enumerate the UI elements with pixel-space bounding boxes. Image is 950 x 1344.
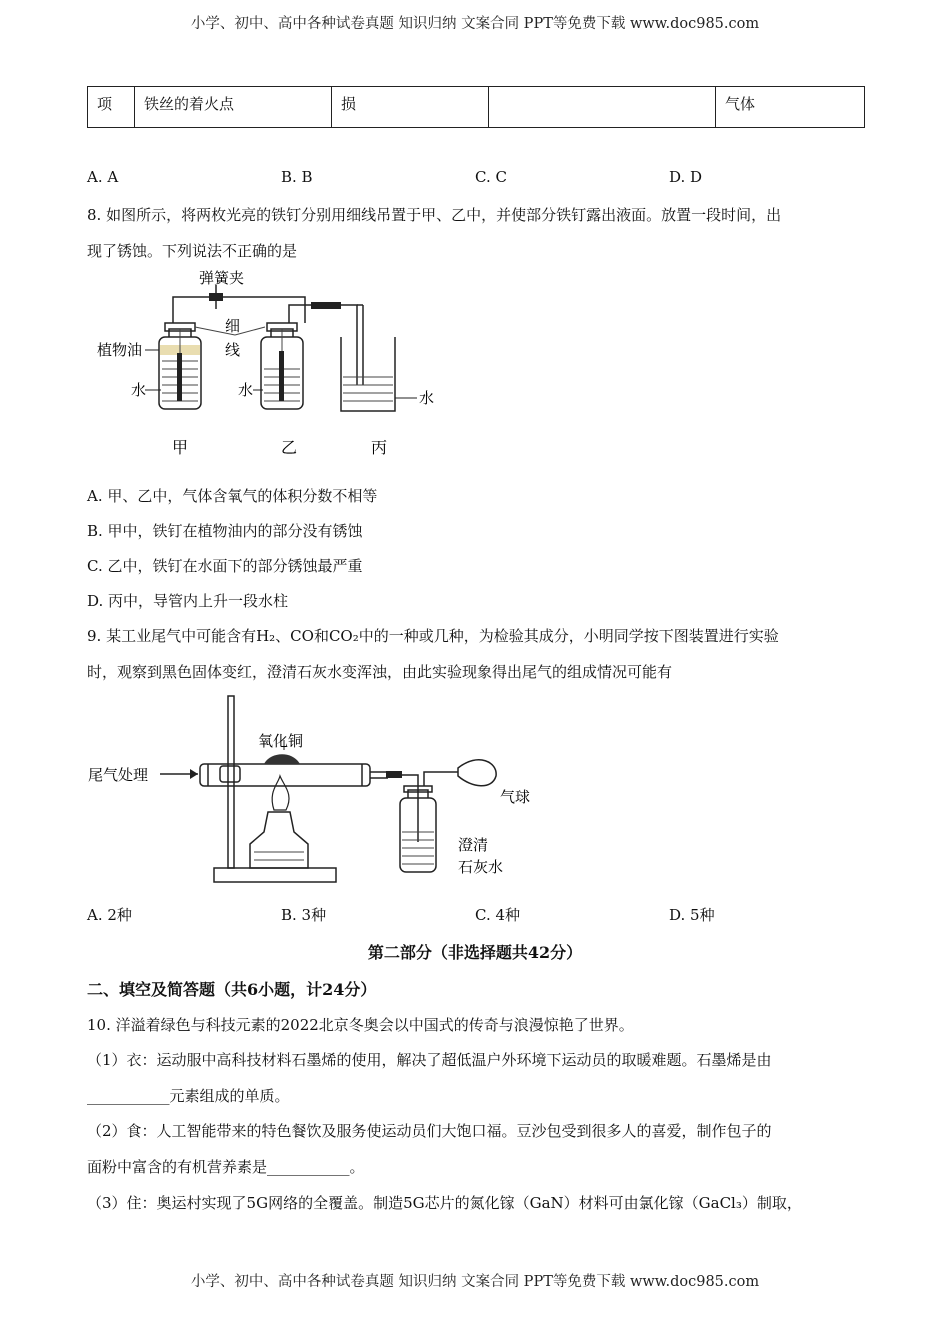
q7-option-d: D. D (669, 168, 703, 186)
q8-stem-line2: 现了锈蚀。下列说法不正确的是 (87, 242, 298, 260)
section2-title: 二、填空及简答题（共6小题，计24分） (87, 980, 377, 999)
label-jia: 甲 (172, 438, 189, 457)
q9-stem-line2: 时，观察到黑色固体变红，澄清石灰水变浑浊，由此实验现象得出尾气的组成情况可能有 (87, 663, 673, 681)
q7-option-b: B. B (281, 168, 313, 186)
q10-stem: 10. 洋溢着绿色与科技元素的2022北京冬奥会以中国式的传奇与浪漫惊艳了世界。 (87, 1016, 634, 1034)
q8-option-c: C. 乙中，铁钉在水面下的部分锈蚀最严重 (87, 557, 363, 575)
q8-figure (95, 265, 445, 465)
q10-p3-line1: （3）住：奥运村实现了5G网络的全覆盖。制造5G芯片的氮化镓（GaN）材料可由氯化镓（GaCl₃）制取， (87, 1194, 802, 1212)
label-water-jia: 水 (131, 381, 147, 399)
q8-stem-line1: 8. 如图所示，将两枚光亮的铁钉分别用细线吊置于甲、乙中，并使部分铁钉露出液面。放置一段时间，出 (87, 206, 782, 224)
q8-option-d: D. 丙中，导管内上升一段水柱 (87, 592, 289, 610)
page-header: 小学、初中、高中各种试卷真题 知识归纳 文案合同 PPT等免费下载 www.doc985.com (190, 16, 760, 32)
label-thread-2: 线 (225, 341, 241, 359)
label-yi: 乙 (281, 438, 298, 457)
page-footer: 小学、初中、高中各种试卷真题 知识归纳 文案合同 PPT等免费下载 www.doc985.com (190, 1274, 760, 1290)
q9-option-b: B. 3种 (281, 906, 327, 924)
q9-option-c: C. 4种 (475, 906, 521, 924)
label-balloon: 气球 (500, 788, 531, 806)
label-bing: 丙 (371, 438, 388, 457)
label-clip: 弹簧夹 (199, 269, 245, 287)
part2-title: 第二部分（非选择题共42分） (367, 943, 583, 962)
q10-p2-line1: （2）食：人工智能带来的特色餐饮及服务使运动员们大饱口福。豆沙包受到很多人的喜爱，制作包子的 (87, 1122, 772, 1140)
q8-option-a: A. 甲、乙中，气体含氧气的体积分数不相等 (87, 487, 378, 505)
table-row (88, 87, 865, 128)
q7-option-c: C. C (475, 168, 507, 186)
answer-table (87, 86, 865, 128)
label-tail-gas: 尾气处理 (88, 766, 149, 784)
q9-figure (88, 692, 538, 892)
table-cell: 气体 (716, 87, 865, 128)
table-cell: 项 (88, 87, 135, 128)
table-cell: 铁丝的着火点 (135, 87, 332, 128)
q9-stem-line1: 9. 某工业尾气中可能含有H₂、CO和CO₂中的一种或几种，为检验其成分，小明同学按下图装置进行实验 (87, 627, 779, 645)
q9-option-d: D. 5种 (669, 906, 715, 924)
q10-p2-line2: 面粉中富含的有机营养素是___________。 (87, 1158, 365, 1176)
q10-p1-line2: ___________元素组成的单质。 (87, 1087, 290, 1105)
label-thread-1: 细 (225, 317, 241, 335)
q7-option-a: A. A (87, 168, 119, 186)
label-water-bing: 水 (419, 389, 435, 407)
table-cell: 损 (332, 87, 489, 128)
label-cuo: 氧化铜 (258, 732, 304, 750)
label-water-yi: 水 (238, 381, 254, 399)
q9-option-a: A. 2种 (87, 906, 132, 924)
q10-p1-line1: （1）衣：运动服中高科技材料石墨烯的使用，解决了超低温户外环境下运动员的取暖难题。石墨烯是由 (87, 1051, 772, 1069)
label-limewater-1: 澄清 (458, 836, 489, 854)
q8-option-b: B. 甲中，铁钉在植物油内的部分没有锈蚀 (87, 522, 363, 540)
label-oil: 植物油 (97, 341, 143, 359)
label-limewater-2: 石灰水 (458, 858, 504, 876)
table-cell (489, 87, 716, 128)
